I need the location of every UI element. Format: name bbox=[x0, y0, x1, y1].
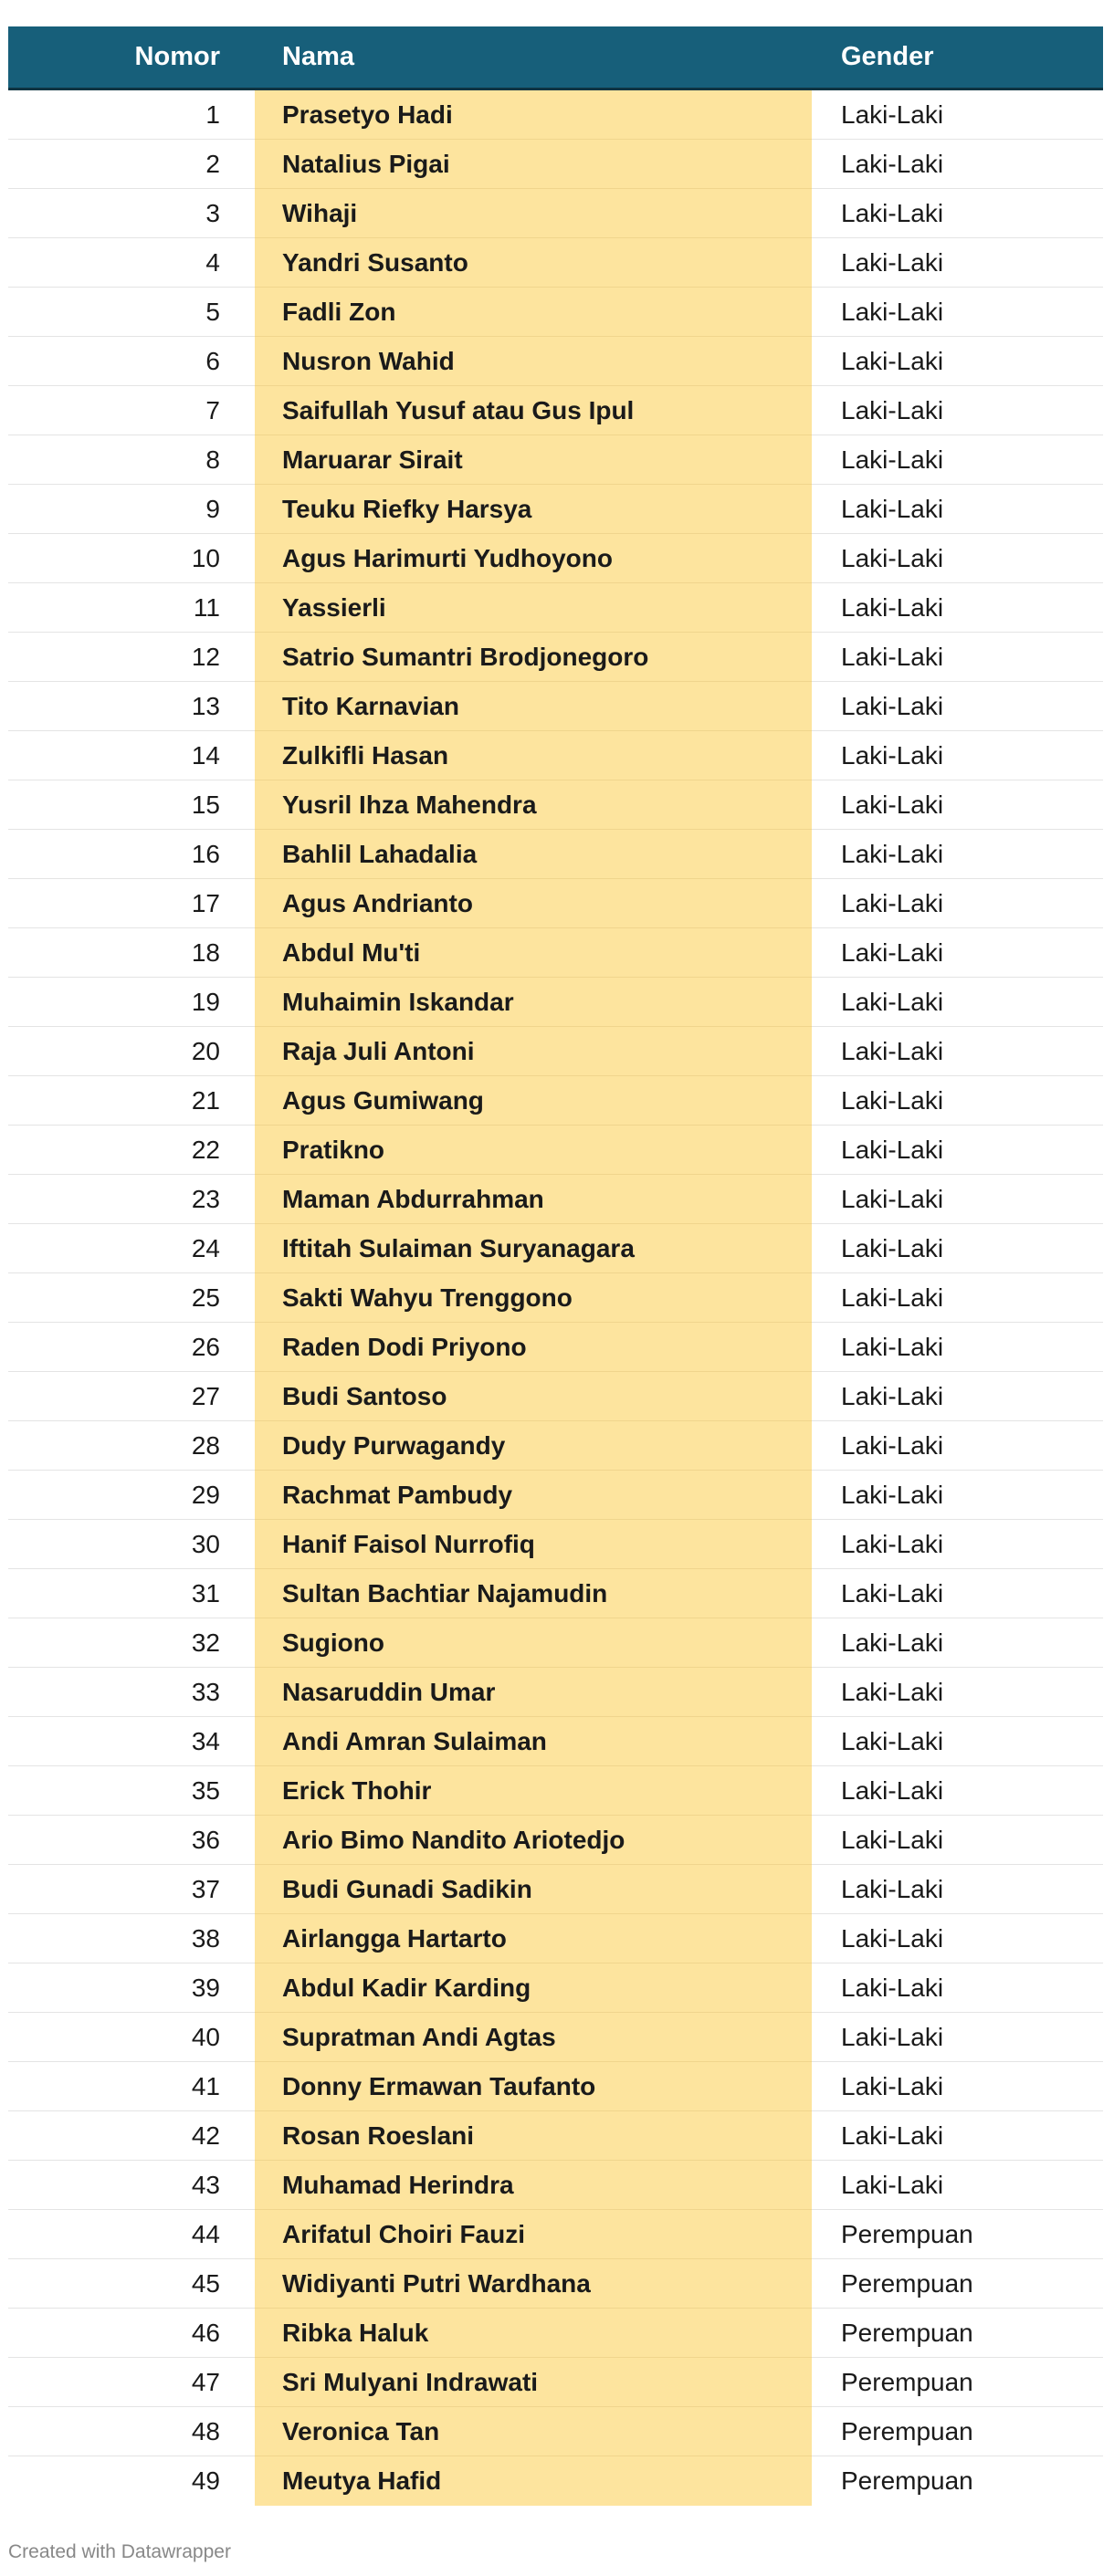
cell-nama: Rachmat Pambudy bbox=[255, 1471, 812, 1520]
cell-gender: Laki-Laki bbox=[812, 2111, 1103, 2161]
table-body bbox=[8, 90, 1103, 2506]
cell-nomor: 21 bbox=[8, 1076, 255, 1126]
cell-nomor: 6 bbox=[8, 337, 255, 386]
cell-nomor: 36 bbox=[8, 1816, 255, 1865]
table-row bbox=[8, 337, 1103, 386]
cell-nomor: 9 bbox=[8, 485, 255, 534]
cell-gender: Laki-Laki bbox=[812, 337, 1103, 386]
cell-nomor: 44 bbox=[8, 2210, 255, 2259]
cell-nomor: 39 bbox=[8, 1963, 255, 2013]
cell-nomor: 27 bbox=[8, 1372, 255, 1421]
cell-gender: Perempuan bbox=[841, 2466, 973, 2495]
table-row bbox=[8, 534, 1103, 583]
cell-gender: Laki-Laki bbox=[812, 140, 1103, 189]
cell-nomor: 17 bbox=[8, 879, 255, 928]
table-row bbox=[8, 1323, 1103, 1372]
table-row bbox=[8, 2309, 1103, 2358]
cell-nomor: 11 bbox=[8, 583, 255, 633]
table-row bbox=[8, 1668, 1103, 1717]
cell-nomor: 41 bbox=[8, 2062, 255, 2111]
table-row bbox=[8, 928, 1103, 978]
cell-nomor: 18 bbox=[8, 928, 255, 978]
cell-gender: Laki-Laki bbox=[812, 435, 1103, 485]
cell-gender: Laki-Laki bbox=[812, 189, 1103, 238]
cell-nama: Nusron Wahid bbox=[255, 337, 812, 386]
table-row bbox=[8, 682, 1103, 731]
cell-gender: Laki-Laki bbox=[812, 238, 1103, 288]
cell-nama: Natalius Pigai bbox=[255, 140, 812, 189]
cell-nomor: 1 bbox=[8, 90, 255, 140]
cell-gender: Laki-Laki bbox=[812, 928, 1103, 978]
table-row bbox=[8, 1372, 1103, 1421]
cell-nama: Rosan Roeslani bbox=[255, 2111, 812, 2161]
cell-nama: Abdul Kadir Karding bbox=[255, 1963, 812, 2013]
cell-nama: Agus Harimurti Yudhoyono bbox=[255, 534, 812, 583]
cell-nomor: 46 bbox=[8, 2309, 255, 2358]
cell-nama: Abdul Mu'ti bbox=[255, 928, 812, 978]
cell-gender: Perempuan bbox=[812, 2407, 1103, 2456]
cell-gender: Laki-Laki bbox=[812, 2013, 1103, 2062]
table-row bbox=[8, 140, 1103, 189]
cell-gender: Laki-Laki bbox=[812, 485, 1103, 534]
table-row bbox=[8, 2013, 1103, 2062]
cell-nama: Sultan Bachtiar Najamudin bbox=[255, 1569, 812, 1618]
cell-nomor: 38 bbox=[8, 1914, 255, 1963]
cell-nama: Maman Abdurrahman bbox=[255, 1175, 812, 1224]
cell-nama: Yassierli bbox=[255, 583, 812, 633]
cell-nama: Bahlil Lahadalia bbox=[255, 830, 812, 879]
cell-gender: Laki-Laki bbox=[812, 288, 1103, 337]
cell-nama: Prasetyo Hadi bbox=[255, 90, 812, 140]
cell-nama: Andi Amran Sulaiman bbox=[255, 1717, 812, 1766]
cell-nama: Tito Karnavian bbox=[255, 682, 812, 731]
cell-gender: Perempuan bbox=[812, 2358, 1103, 2407]
cell-gender: Laki-Laki bbox=[812, 2062, 1103, 2111]
cell-gender: Laki-Laki bbox=[812, 1963, 1103, 2013]
cell-gender: Laki-Laki bbox=[812, 1865, 1103, 1914]
table-row bbox=[8, 1421, 1103, 1471]
table-row bbox=[8, 386, 1103, 435]
cell-nama: Raden Dodi Priyono bbox=[255, 1323, 812, 1372]
cell-nama: Donny Ermawan Taufanto bbox=[255, 2062, 812, 2111]
cell-nama: Muhaimin Iskandar bbox=[255, 978, 812, 1027]
cell-gender: Laki-Laki bbox=[812, 1520, 1103, 1569]
cell-gender: Laki-Laki bbox=[812, 1618, 1103, 1668]
cell-nama: Sri Mulyani Indrawati bbox=[255, 2358, 812, 2407]
cell-gender: Laki-Laki bbox=[812, 1126, 1103, 1175]
cell-gender: Laki-Laki bbox=[812, 90, 1103, 140]
cell-nama: Widiyanti Putri Wardhana bbox=[255, 2259, 812, 2309]
cell-gender: Laki-Laki bbox=[812, 1914, 1103, 1963]
table-row bbox=[8, 1224, 1103, 1273]
table-row bbox=[8, 189, 1103, 238]
cell-nomor: 49 bbox=[191, 2466, 220, 2495]
header-nama[interactable]: Nama bbox=[282, 42, 354, 71]
cell-nama: Satrio Sumantri Brodjonegoro bbox=[255, 633, 812, 682]
cell-nomor: 5 bbox=[8, 288, 255, 337]
cell-gender: Perempuan bbox=[812, 2309, 1103, 2358]
table-row bbox=[8, 1766, 1103, 1816]
cell-nomor: 37 bbox=[8, 1865, 255, 1914]
cell-nomor: 29 bbox=[8, 1471, 255, 1520]
cell-nama: Veronica Tan bbox=[255, 2407, 812, 2456]
cell-nama: Meutya Hafid bbox=[255, 2456, 812, 2506]
cell-nomor: 15 bbox=[8, 780, 255, 830]
cell-nomor: 32 bbox=[8, 1618, 255, 1668]
cell-gender: Laki-Laki bbox=[812, 1816, 1103, 1865]
table-row bbox=[8, 2210, 1103, 2259]
cell-gender: Laki-Laki bbox=[812, 1471, 1103, 1520]
table-row bbox=[8, 288, 1103, 337]
cell-gender: Perempuan bbox=[812, 2259, 1103, 2309]
cell-nama: Yusril Ihza Mahendra bbox=[255, 780, 812, 830]
table-row bbox=[8, 978, 1103, 1027]
cell-gender: Laki-Laki bbox=[812, 682, 1103, 731]
cell-gender: Laki-Laki bbox=[812, 2161, 1103, 2210]
cell-nomor: 2 bbox=[8, 140, 255, 189]
cell-nama: Erick Thohir bbox=[255, 1766, 812, 1816]
table-row bbox=[8, 2407, 1103, 2456]
cell-nomor: 12 bbox=[8, 633, 255, 682]
cell-nomor: 33 bbox=[8, 1668, 255, 1717]
table-row bbox=[8, 2062, 1103, 2111]
cell-nomor: 26 bbox=[8, 1323, 255, 1372]
cell-gender: Laki-Laki bbox=[812, 1224, 1103, 1273]
cell-nomor: 30 bbox=[8, 1520, 255, 1569]
cell-gender: Perempuan bbox=[812, 2210, 1103, 2259]
cell-nomor: 13 bbox=[8, 682, 255, 731]
table-row bbox=[8, 2111, 1103, 2161]
table-row bbox=[8, 1027, 1103, 1076]
table-row bbox=[8, 633, 1103, 682]
datawrapper-credit: Created with Datawrapper bbox=[8, 2541, 231, 2562]
cell-nomor: 20 bbox=[8, 1027, 255, 1076]
cell-nama: Ribka Haluk bbox=[255, 2309, 812, 2358]
cell-nama: Hanif Faisol Nurrofiq bbox=[255, 1520, 812, 1569]
cell-nomor: 7 bbox=[8, 386, 255, 435]
table-row bbox=[8, 1126, 1103, 1175]
table-row bbox=[8, 830, 1103, 879]
cell-gender: Laki-Laki bbox=[812, 386, 1103, 435]
table-row bbox=[8, 1569, 1103, 1618]
cell-gender: Laki-Laki bbox=[812, 1175, 1103, 1224]
table-row bbox=[8, 1717, 1103, 1766]
cell-nama: Ario Bimo Nandito Ariotedjo bbox=[255, 1816, 812, 1865]
cell-nama: Supratman Andi Agtas bbox=[255, 2013, 812, 2062]
cell-gender: Laki-Laki bbox=[812, 633, 1103, 682]
cell-nomor: 25 bbox=[8, 1273, 255, 1323]
cell-nama: Wihaji bbox=[255, 189, 812, 238]
cell-nama: Sugiono bbox=[255, 1618, 812, 1668]
table-row bbox=[8, 1618, 1103, 1668]
cell-gender: Laki-Laki bbox=[812, 1569, 1103, 1618]
table-row bbox=[8, 1273, 1103, 1323]
cell-nama: Nasaruddin Umar bbox=[255, 1668, 812, 1717]
table-row bbox=[8, 2456, 1103, 2506]
cell-nama: Dudy Purwagandy bbox=[255, 1421, 812, 1471]
cell-nama: Maruarar Sirait bbox=[255, 435, 812, 485]
cell-nomor: 45 bbox=[8, 2259, 255, 2309]
table-row bbox=[8, 879, 1103, 928]
cell-gender: Laki-Laki bbox=[812, 1766, 1103, 1816]
cell-nomor: 23 bbox=[8, 1175, 255, 1224]
cell-nomor: 43 bbox=[8, 2161, 255, 2210]
table-row bbox=[8, 1520, 1103, 1569]
table-header bbox=[8, 26, 1103, 90]
table-row bbox=[8, 2358, 1103, 2407]
table-row bbox=[8, 1963, 1103, 2013]
cell-gender: Laki-Laki bbox=[812, 1076, 1103, 1126]
table-row bbox=[8, 1914, 1103, 1963]
cell-nama: Teuku Riefky Harsya bbox=[255, 485, 812, 534]
cell-gender: Laki-Laki bbox=[812, 1323, 1103, 1372]
header-nomor[interactable]: Nomor bbox=[134, 42, 220, 71]
cell-nama: Budi Gunadi Sadikin bbox=[255, 1865, 812, 1914]
cell-gender: Laki-Laki bbox=[812, 830, 1103, 879]
table-row bbox=[8, 583, 1103, 633]
table-row bbox=[8, 90, 1103, 140]
cell-nomor: 34 bbox=[8, 1717, 255, 1766]
cell-gender: Laki-Laki bbox=[812, 1027, 1103, 1076]
table-row bbox=[8, 780, 1103, 830]
cell-nama: Arifatul Choiri Fauzi bbox=[255, 2210, 812, 2259]
table-row bbox=[8, 731, 1103, 780]
cell-nomor: 22 bbox=[8, 1126, 255, 1175]
cell-nama: Yandri Susanto bbox=[255, 238, 812, 288]
cell-gender: Laki-Laki bbox=[812, 731, 1103, 780]
cell-nomor: 35 bbox=[8, 1766, 255, 1816]
table-row bbox=[8, 1816, 1103, 1865]
cell-gender: Laki-Laki bbox=[812, 1372, 1103, 1421]
cell-nama: Zulkifli Hasan bbox=[255, 731, 812, 780]
cell-nomor: 48 bbox=[8, 2407, 255, 2456]
cell-gender: Laki-Laki bbox=[812, 780, 1103, 830]
cell-nomor: 3 bbox=[8, 189, 255, 238]
cell-nama: Budi Santoso bbox=[255, 1372, 812, 1421]
table-row bbox=[8, 2161, 1103, 2210]
cell-nomor: 8 bbox=[8, 435, 255, 485]
table-row bbox=[8, 1471, 1103, 1520]
cell-nomor: 40 bbox=[8, 2013, 255, 2062]
table-row bbox=[8, 485, 1103, 534]
data-table bbox=[8, 26, 1103, 2506]
cell-nama: Agus Andrianto bbox=[255, 879, 812, 928]
cell-nomor: 42 bbox=[8, 2111, 255, 2161]
table-row bbox=[8, 435, 1103, 485]
cell-nomor: 16 bbox=[8, 830, 255, 879]
cell-gender: Laki-Laki bbox=[812, 1421, 1103, 1471]
cell-nomor: 10 bbox=[8, 534, 255, 583]
cell-nama: Saifullah Yusuf atau Gus Ipul bbox=[255, 386, 812, 435]
cell-gender: Laki-Laki bbox=[812, 978, 1103, 1027]
cell-nomor: 19 bbox=[8, 978, 255, 1027]
cell-nomor: 28 bbox=[8, 1421, 255, 1471]
cell-nomor: 4 bbox=[8, 238, 255, 288]
cell-nomor: 31 bbox=[8, 1569, 255, 1618]
cell-nomor: 24 bbox=[8, 1224, 255, 1273]
cell-nomor: 47 bbox=[8, 2358, 255, 2407]
table-row bbox=[8, 1175, 1103, 1224]
table-row bbox=[8, 238, 1103, 288]
cell-nama: Iftitah Sulaiman Suryanagara bbox=[255, 1224, 812, 1273]
cell-nomor: 14 bbox=[8, 731, 255, 780]
table-row bbox=[8, 1865, 1103, 1914]
cell-gender: Laki-Laki bbox=[812, 1717, 1103, 1766]
cell-gender: Laki-Laki bbox=[812, 879, 1103, 928]
cell-nama: Agus Gumiwang bbox=[255, 1076, 812, 1126]
cell-nama: Sakti Wahyu Trenggono bbox=[255, 1273, 812, 1323]
cell-nama: Pratikno bbox=[255, 1126, 812, 1175]
cell-gender: Laki-Laki bbox=[812, 583, 1103, 633]
cell-gender: Laki-Laki bbox=[812, 1668, 1103, 1717]
table-row bbox=[8, 2259, 1103, 2309]
cell-nama: Airlangga Hartarto bbox=[255, 1914, 812, 1963]
cell-gender: Laki-Laki bbox=[812, 534, 1103, 583]
table-row bbox=[8, 1076, 1103, 1126]
cell-nama: Raja Juli Antoni bbox=[255, 1027, 812, 1076]
cell-gender: Laki-Laki bbox=[812, 1273, 1103, 1323]
cell-nama: Fadli Zon bbox=[255, 288, 812, 337]
header-gender[interactable]: Gender bbox=[841, 42, 934, 71]
cell-nama: Muhamad Herindra bbox=[255, 2161, 812, 2210]
